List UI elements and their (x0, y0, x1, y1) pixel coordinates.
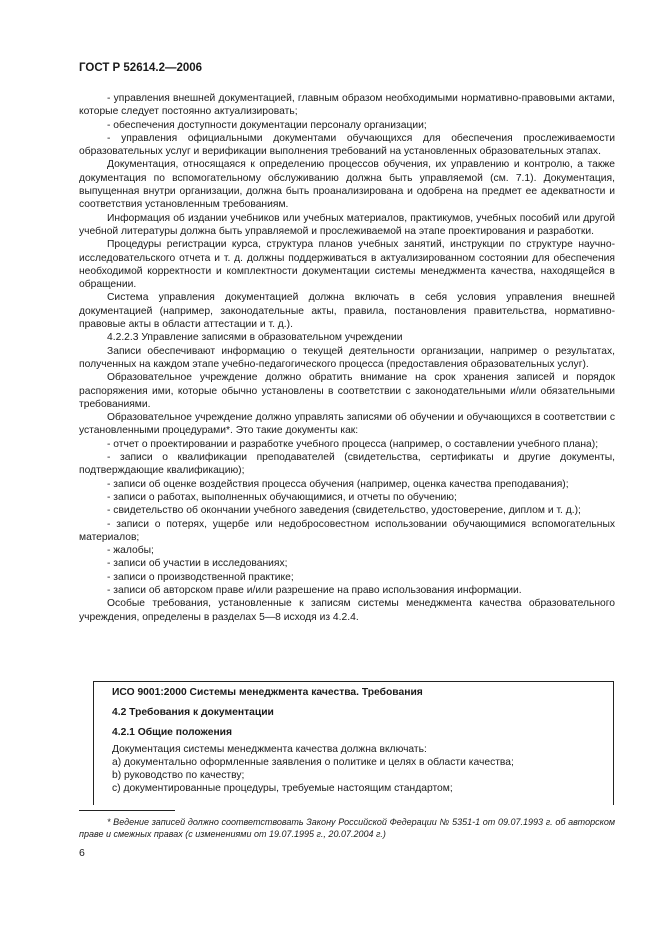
list-item: - отчет о проектировании и разработке учебного процесса (например, о составлении учебного плана); (107, 438, 599, 450)
paragraph: Записи обеспечивают информацию о текущей деятельности организации, например о результатах, полученных на каждом этапе учебно-педагогического процесса (предоставления образовательных услуг). (79, 345, 615, 370)
box-list-item: c) документированные процедуры, требуемые настоящим стандартом; (112, 783, 453, 794)
box-section: 4.2 Требования к документации (112, 707, 274, 718)
box-list-item: b) руководство по качеству; (112, 770, 245, 781)
list-item: - записи о квалификации преподавателей (свидетельства, сертификаты и другие документы, подтверждающие квалификацию); (79, 452, 615, 477)
paragraph: Процедуры регистрации курса, структура планов учебных занятий, инструкции по структуре научно-исследовательского отчета и т. д. должны поддерживаться в актуализированном состоянии для обеспечения необходимой корректности и комплектности документации системы менеджмента качества, находящейся в обращении. (79, 239, 615, 291)
paragraph: Документация, относящаяся к определению процессов обучения, их управлению и контролю, а также документация по вспомогательному обслуживанию должна быть управляемой (см. 7.1). Документация, выпущенная внутри организации, должна быть проанализирована и одобрена на предмет ее адекватности и соответствия установленным требованиям. (79, 159, 615, 211)
paragraph: Информация об издании учебников или учебных материалов, практикумов, учебных пособий или другой учебной литературы должна быть управляемой и прослеживаемой на этапе проектирования и разработки. (79, 212, 615, 237)
paragraph: - обеспечения доступности документации персоналу организации; (107, 119, 427, 131)
paragraph: Особые требования, установленные к записям системы менеджмента качества образовательного учреждения, определены в разделах 5—8 исходя из 4.2.4. (79, 598, 615, 623)
list-item: - записи о производственной практике; (107, 571, 294, 583)
box-intro: Документация системы менеджмента качества должна включать: (112, 744, 427, 755)
paragraph: Образовательное учреждение должно управлять записями об обучении и обучающихся в соответствии с установленными процедурами*. Это такие документы как: (79, 412, 615, 437)
paragraph: - управления внешней документацией, главным образом необходимыми нормативно-правовыми актами, которые следует постоянно актуализировать; (79, 93, 615, 118)
list-item: - записи об авторском праве и/или разрешение на право использования информации. (107, 584, 522, 596)
list-item: - записи о работах, выполненных обучающимися, и отчеты по обучению; (107, 491, 457, 503)
footnote-divider (79, 810, 175, 811)
paragraph: Система управления документацией должна включать в себя условия управления внешней документацией (например, законодательные акты, правила, постановления правительства, нормативно-правовые акты в области аттестации и т. д.). (79, 292, 615, 331)
document-header: ГОСТ Р 52614.2—2006 (79, 62, 203, 74)
body-text (79, 92, 615, 624)
subsection-heading: 4.2.2.3 Управление записями в образовательном учреждении (107, 332, 403, 344)
list-item: - записи о потерях, ущербе или недобросовестном использовании обучающимися вспомогательных материалов; (79, 518, 615, 543)
footnote: * Ведение записей должно соответствовать Закону Российской Федерации № 5351-1 от 09.07.1993 г. об авторском праве и смежных правах (с изменениями от 19.07.1995 г., 20.07.2004 г.) (79, 817, 615, 839)
box-subsection: 4.2.1 Общие положения (112, 727, 232, 738)
iso-excerpt-box (93, 681, 614, 805)
paragraph: Образовательное учреждение должно обратить внимание на срок хранения записей и порядок распоряжения ими, которые обычно установлены в соответствии с законодательными и/или обязательными требованиями. (79, 372, 615, 410)
list-item: - свидетельство об окончании учебного заведения (свидетельство, удостоверение, диплом и т. д.); (107, 505, 581, 517)
list-item: - записи об оценке воздействия процесса обучения (например, оценка качества преподавания); (107, 478, 569, 490)
box-list-item: a) документально оформленные заявления о политике и целях в области качества; (112, 757, 514, 768)
list-item: - записи об участии в исследованиях; (107, 558, 288, 570)
paragraph: - управления официальными документами обучающихся для обеспечения прослеживаемости образовательных услуг и верификации выполнения требований на установленных образовательных этапах. (79, 132, 615, 158)
box-title: ИСО 9001:2000 Системы менеджмента качества. Требования (112, 687, 423, 698)
list-item: - жалобы; (107, 545, 154, 557)
page-number: 6 (79, 847, 85, 859)
